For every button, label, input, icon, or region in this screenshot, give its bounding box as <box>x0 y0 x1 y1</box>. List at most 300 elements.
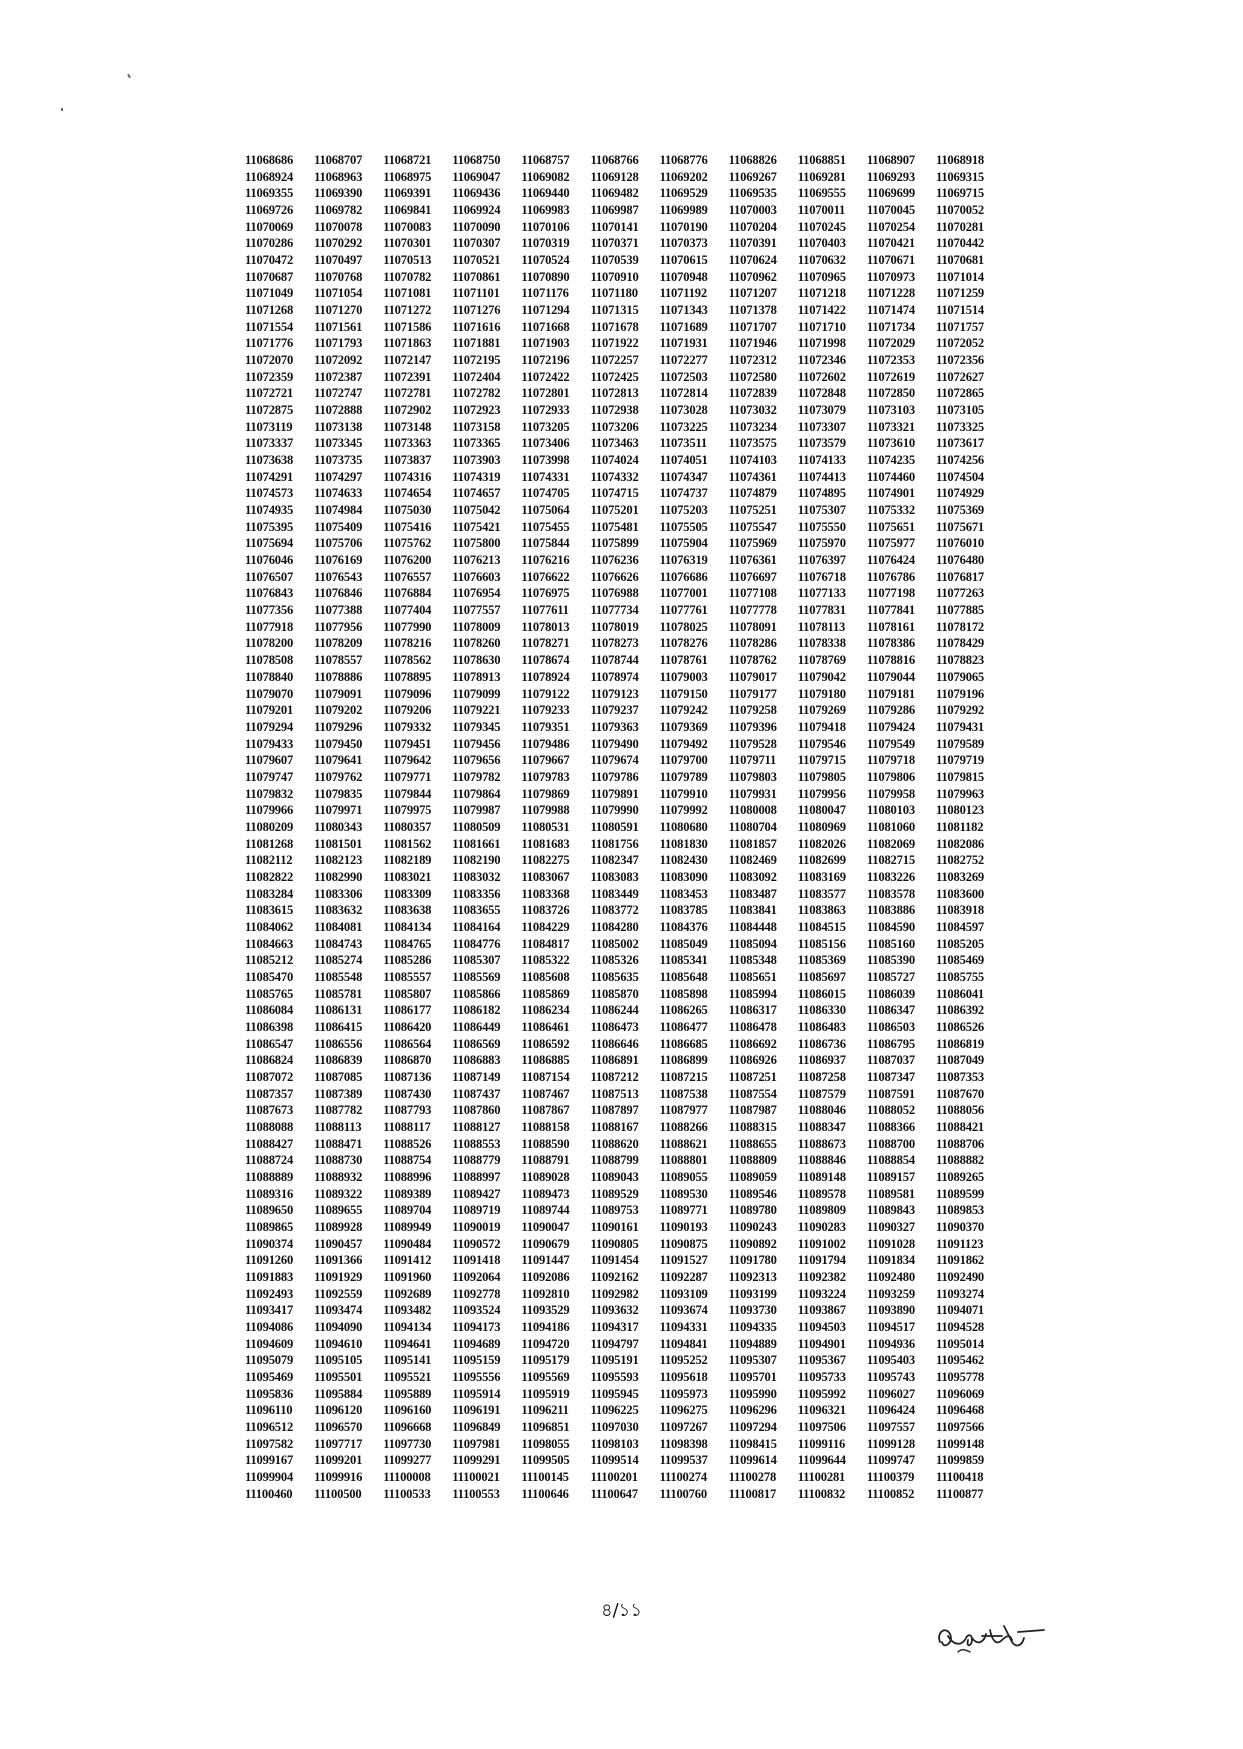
roll-number: 11068686 <box>245 153 294 167</box>
roll-number: 11087579 <box>797 1086 846 1101</box>
roll-number-grid <box>245 152 1005 1502</box>
table-row <box>245 419 1005 436</box>
roll-number: 11079528 <box>728 736 777 751</box>
roll-number: 11077001 <box>659 586 708 601</box>
roll-number: 11078260 <box>452 636 501 651</box>
roll-number: 11087977 <box>659 1103 708 1118</box>
roll-number: 11069082 <box>521 169 570 184</box>
roll-number: 11095919 <box>521 1386 570 1401</box>
roll-number: 11074705 <box>521 486 570 501</box>
roll-number: 11095990 <box>728 1386 777 1401</box>
table-row <box>245 952 1005 969</box>
roll-number: 11089028 <box>521 1169 570 1184</box>
roll-number: 11069715 <box>935 186 985 201</box>
roll-number: 11081182 <box>935 819 984 834</box>
roll-number: 11088882 <box>935 1153 985 1168</box>
roll-number: 11079294 <box>245 719 294 734</box>
roll-number: 11094134 <box>383 1320 432 1335</box>
roll-number: 11073579 <box>797 436 846 451</box>
table-row <box>245 302 1005 319</box>
roll-number: 11089148 <box>797 1169 846 1184</box>
roll-number: 11078895 <box>383 669 432 684</box>
table-row <box>245 485 1005 502</box>
roll-number: 11090161 <box>590 1220 639 1234</box>
roll-number: 11076988 <box>590 586 639 601</box>
roll-number: 11076424 <box>866 553 915 568</box>
roll-number: 11095191 <box>590 1353 639 1368</box>
roll-number: 11089599 <box>935 1186 985 1201</box>
roll-number: 11069128 <box>590 169 639 184</box>
table-row <box>245 1102 1005 1119</box>
roll-number: 11086885 <box>521 1053 570 1068</box>
roll-number: 11080047 <box>797 803 846 818</box>
roll-number: 11086692 <box>728 1036 777 1051</box>
roll-number: 11076603 <box>452 569 501 584</box>
roll-number: 11089853 <box>935 1203 985 1218</box>
roll-number: 11094689 <box>452 1336 501 1351</box>
roll-number: 11079269 <box>797 703 846 718</box>
roll-number: 11075762 <box>383 536 432 551</box>
roll-number: 11096296 <box>728 1403 777 1418</box>
roll-number: 11074347 <box>659 469 708 484</box>
roll-number: 11079963 <box>935 786 985 801</box>
roll-number: 11070472 <box>245 253 294 268</box>
roll-number: 11100553 <box>452 1486 500 1501</box>
roll-number: 11090327 <box>866 1220 915 1234</box>
roll-number: 11070632 <box>797 253 846 268</box>
roll-number: 11090374 <box>245 1236 294 1251</box>
roll-number: 11083632 <box>314 903 363 918</box>
roll-number: 11085870 <box>590 986 639 1001</box>
roll-number: 11079700 <box>659 753 708 768</box>
roll-number: 11079747 <box>245 769 294 784</box>
roll-number: 11071343 <box>659 303 708 318</box>
roll-number: 11100646 <box>521 1486 569 1501</box>
roll-number: 11074935 <box>245 503 294 518</box>
roll-number: 11079042 <box>797 669 846 684</box>
roll-number: 11083284 <box>245 886 294 901</box>
table-row <box>245 1269 1005 1286</box>
roll-number: 11079065 <box>935 669 985 684</box>
roll-number: 11069699 <box>866 186 915 201</box>
roll-number: 11079549 <box>866 736 915 751</box>
roll-number: 11089650 <box>245 1203 294 1218</box>
roll-number: 11070521 <box>452 253 501 268</box>
roll-number: 11075547 <box>728 519 777 534</box>
roll-number: 11071176 <box>521 286 569 301</box>
roll-number: 11077356 <box>245 603 294 618</box>
roll-number: 11073138 <box>314 419 363 434</box>
roll-number: 11088113 <box>314 1119 362 1134</box>
roll-number: 11085807 <box>383 986 432 1001</box>
table-row <box>245 252 1005 269</box>
roll-number: 11091794 <box>797 1253 846 1268</box>
roll-number: 11086685 <box>659 1036 708 1051</box>
roll-number: 11085326 <box>590 953 639 968</box>
signature <box>932 1612 1052 1662</box>
roll-number: 11068851 <box>797 153 846 167</box>
table-row <box>245 1119 1005 1136</box>
roll-number: 11082699 <box>797 853 846 868</box>
table-row <box>245 469 1005 486</box>
roll-number: 11083655 <box>452 903 501 918</box>
roll-number: 11096120 <box>314 1403 363 1418</box>
roll-number: 11071616 <box>452 319 501 334</box>
roll-number: 11079180 <box>797 686 846 701</box>
roll-number: 11075844 <box>521 536 570 551</box>
table-row <box>245 435 1005 452</box>
roll-number: 11085002 <box>590 936 639 951</box>
roll-number: 11074319 <box>452 469 501 484</box>
roll-number: 11094503 <box>797 1320 846 1335</box>
roll-number: 11083453 <box>659 886 708 901</box>
roll-number: 11091412 <box>383 1253 432 1268</box>
roll-number: 11086449 <box>452 1019 501 1034</box>
roll-number: 11074460 <box>866 469 915 484</box>
roll-number: 11097717 <box>314 1436 363 1451</box>
table-row <box>245 402 1005 419</box>
roll-number: 11075395 <box>245 519 294 534</box>
roll-number: 11082990 <box>314 869 363 884</box>
roll-number: 11098398 <box>659 1436 708 1451</box>
roll-number: 11095914 <box>452 1386 501 1401</box>
roll-number: 11083309 <box>383 886 432 901</box>
roll-number: 11080969 <box>797 819 846 834</box>
roll-number: 11071931 <box>659 336 708 351</box>
roll-number: 11089655 <box>314 1203 363 1218</box>
roll-number: 11084134 <box>383 919 432 934</box>
roll-number: 11070245 <box>797 219 846 234</box>
roll-number: 11073028 <box>659 403 708 418</box>
roll-number: 11086473 <box>590 1019 639 1034</box>
roll-number: 11078273 <box>590 636 639 651</box>
roll-number: 11071378 <box>728 303 777 318</box>
roll-number: 11079099 <box>452 686 501 701</box>
roll-number: 11079782 <box>452 769 501 784</box>
roll-number: 11095105 <box>314 1353 363 1368</box>
roll-number: 11083449 <box>590 886 639 901</box>
roll-number: 11089529 <box>590 1186 639 1201</box>
roll-number: 11082189 <box>383 853 432 868</box>
roll-number: 11077404 <box>383 603 432 618</box>
roll-number: 11088799 <box>590 1153 639 1168</box>
table-row <box>245 1186 1005 1203</box>
roll-number: 11079806 <box>866 769 915 784</box>
roll-number: 11099916 <box>314 1470 363 1485</box>
roll-number: 11079332 <box>383 719 432 734</box>
roll-number: 11088052 <box>866 1103 915 1118</box>
roll-number: 11075042 <box>452 503 501 518</box>
roll-number: 11075904 <box>659 536 708 551</box>
roll-number: 11075970 <box>797 536 846 551</box>
roll-number: 11095778 <box>935 1370 985 1385</box>
roll-number: 11072422 <box>521 369 570 384</box>
roll-number: 11094335 <box>728 1320 777 1335</box>
roll-number: 11087251 <box>728 1069 777 1084</box>
roll-number: 11097981 <box>452 1436 501 1451</box>
roll-number: 11079206 <box>383 703 432 718</box>
roll-number: 11092162 <box>590 1270 639 1285</box>
roll-number: 11091260 <box>245 1253 294 1268</box>
roll-number: 11100852 <box>866 1486 915 1501</box>
roll-number: 11088779 <box>452 1153 501 1168</box>
roll-number: 11096160 <box>383 1403 432 1418</box>
table-row <box>245 185 1005 202</box>
roll-number: 11096321 <box>797 1403 846 1418</box>
roll-number: 11093417 <box>245 1303 294 1318</box>
roll-number: 11076626 <box>590 569 639 584</box>
roll-number: 11070948 <box>659 269 708 284</box>
roll-number: 11070768 <box>314 269 363 284</box>
roll-number: 11070003 <box>728 203 777 218</box>
roll-number: 11083615 <box>245 903 294 918</box>
roll-number: 11093674 <box>659 1303 708 1318</box>
roll-number: 11073735 <box>314 453 363 468</box>
roll-number: 11079589 <box>935 736 985 751</box>
roll-number: 11096468 <box>935 1403 985 1418</box>
roll-number: 11075369 <box>935 503 985 518</box>
roll-number: 11087072 <box>245 1069 294 1084</box>
roll-number: 11095945 <box>590 1386 639 1401</box>
roll-number: 11079607 <box>245 753 294 768</box>
roll-number: 11076846 <box>314 586 363 601</box>
roll-number: 11074654 <box>383 486 432 501</box>
roll-number: 11080531 <box>521 819 570 834</box>
roll-number: 11082190 <box>452 853 501 868</box>
roll-number: 11073837 <box>383 453 432 468</box>
roll-number: 11079988 <box>521 803 570 818</box>
roll-number: 11076213 <box>452 553 501 568</box>
roll-number: 11077885 <box>935 603 985 618</box>
roll-number: 11085049 <box>659 936 708 951</box>
roll-number: 11085608 <box>521 969 570 984</box>
roll-number: 11079805 <box>797 769 846 784</box>
roll-number: 11089055 <box>659 1169 708 1184</box>
roll-number: 11087353 <box>935 1069 985 1084</box>
roll-number: 11088997 <box>452 1169 501 1184</box>
table-row <box>245 1219 1005 1236</box>
roll-number: 11079122 <box>521 686 570 701</box>
roll-number: 11100379 <box>866 1470 915 1485</box>
roll-number: 11097030 <box>590 1420 639 1435</box>
roll-number: 11079492 <box>659 736 708 751</box>
roll-number: 11069355 <box>245 186 294 201</box>
roll-number: 11072627 <box>935 369 985 384</box>
roll-number: 11081661 <box>452 836 501 851</box>
roll-number: 11082069 <box>866 836 915 851</box>
roll-number: 11070910 <box>590 269 639 284</box>
roll-number: 11079396 <box>728 719 777 734</box>
table-row <box>245 686 1005 703</box>
roll-number: 11071757 <box>935 319 985 334</box>
roll-number: 11089322 <box>314 1186 363 1201</box>
roll-number: 11085755 <box>935 969 985 984</box>
roll-number: 11095973 <box>659 1386 708 1401</box>
roll-number: 11100817 <box>728 1486 777 1501</box>
roll-number: 11099514 <box>590 1453 639 1468</box>
roll-number: 11086317 <box>728 1003 777 1018</box>
roll-number: 11072923 <box>452 403 501 418</box>
roll-number: 11071054 <box>314 286 363 301</box>
roll-number: 11070307 <box>452 236 501 251</box>
roll-number: 11071707 <box>728 319 777 334</box>
roll-number: 11069983 <box>521 203 570 218</box>
roll-number: 11070106 <box>521 219 570 234</box>
roll-number: 11085307 <box>452 953 501 968</box>
roll-number: 11085470 <box>245 969 294 984</box>
roll-number: 11087538 <box>659 1086 708 1101</box>
roll-number: 11079017 <box>728 669 777 684</box>
roll-number: 11075064 <box>521 503 570 518</box>
roll-number: 11075550 <box>797 519 846 534</box>
roll-number: 11079369 <box>659 719 708 734</box>
roll-number: 11094641 <box>383 1336 432 1351</box>
roll-number: 11085205 <box>935 936 985 951</box>
roll-number: 11092313 <box>728 1270 777 1285</box>
roll-number: 11075416 <box>383 519 432 534</box>
roll-number: 11078216 <box>383 636 432 651</box>
roll-number: 11084376 <box>659 919 708 934</box>
roll-number: 11098415 <box>728 1436 777 1451</box>
roll-number: 11085369 <box>797 953 846 968</box>
roll-number: 11092810 <box>521 1286 570 1301</box>
roll-number: 11100278 <box>728 1470 777 1485</box>
roll-number: 11075481 <box>590 519 639 534</box>
roll-number: 11086891 <box>590 1053 639 1068</box>
roll-number: 11074657 <box>452 486 501 501</box>
roll-number: 11073325 <box>935 419 985 434</box>
roll-number: 11075455 <box>521 519 570 534</box>
table-row <box>245 919 1005 936</box>
table-row <box>245 786 1005 803</box>
roll-number: 11078823 <box>935 653 985 668</box>
roll-number: 11090572 <box>452 1236 501 1251</box>
roll-number: 11092982 <box>590 1286 639 1301</box>
roll-number: 11089771 <box>659 1203 708 1218</box>
roll-number: 11100647 <box>590 1486 638 1501</box>
roll-number: 11094517 <box>866 1320 915 1335</box>
roll-number: 11083269 <box>935 869 985 884</box>
roll-number: 11071881 <box>452 336 501 351</box>
roll-number: 11070403 <box>797 236 846 251</box>
roll-number: 11099859 <box>935 1453 985 1468</box>
roll-number: 11079091 <box>314 686 363 701</box>
roll-number: 11088754 <box>383 1153 432 1168</box>
roll-number: 11089809 <box>797 1203 846 1218</box>
roll-number: 11091454 <box>590 1253 639 1268</box>
roll-number: 11089059 <box>728 1169 777 1184</box>
roll-number: 11070497 <box>314 253 363 268</box>
roll-number: 11078013 <box>521 619 570 634</box>
roll-number: 11099116 <box>797 1436 846 1451</box>
roll-number: 11093224 <box>797 1286 846 1301</box>
roll-number: 11099904 <box>245 1470 294 1485</box>
roll-number: 11090679 <box>521 1236 570 1251</box>
roll-number: 11086483 <box>797 1019 846 1034</box>
roll-number: 11072839 <box>728 386 777 401</box>
roll-number: 11100274 <box>659 1470 707 1485</box>
roll-number: 11099747 <box>866 1453 915 1468</box>
roll-number: 11089473 <box>521 1186 570 1201</box>
roll-number: 11079201 <box>245 703 294 718</box>
roll-number: 11091123 <box>935 1236 984 1251</box>
roll-number: 11071270 <box>314 303 363 318</box>
roll-number: 11068707 <box>314 153 363 167</box>
roll-number: 11088791 <box>521 1153 570 1168</box>
roll-number: 11086347 <box>866 1003 915 1018</box>
roll-number: 11087154 <box>521 1069 570 1084</box>
roll-number: 11069555 <box>797 186 846 201</box>
roll-number: 11096851 <box>521 1420 570 1435</box>
roll-number: 11075251 <box>728 503 777 518</box>
roll-number: 11071586 <box>383 319 432 334</box>
roll-number: 11088471 <box>314 1136 363 1151</box>
roll-number: 11082752 <box>935 853 985 868</box>
roll-number: 11084448 <box>728 919 777 934</box>
roll-number: 11073225 <box>659 419 708 434</box>
roll-number: 11083726 <box>521 903 570 918</box>
roll-number: 11079641 <box>314 753 363 768</box>
roll-number: 11084515 <box>797 919 846 934</box>
roll-number: 11095141 <box>383 1353 432 1368</box>
roll-number: 11071294 <box>521 303 570 318</box>
roll-number: 11071710 <box>797 319 846 334</box>
roll-number: 11087793 <box>383 1103 432 1118</box>
roll-number: 11079202 <box>314 703 363 718</box>
roll-number: 11076718 <box>797 569 846 584</box>
roll-number: 11069529 <box>659 186 708 201</box>
roll-number: 11078630 <box>452 653 501 668</box>
roll-number: 11075977 <box>866 536 915 551</box>
roll-number: 11084597 <box>935 919 985 934</box>
roll-number: 11079286 <box>866 703 915 718</box>
roll-number: 11068975 <box>383 169 432 184</box>
roll-number: 11077108 <box>728 586 777 601</box>
roll-number: 11078009 <box>452 619 501 634</box>
roll-number: 11088553 <box>452 1136 501 1151</box>
table-row <box>245 1302 1005 1319</box>
table-row <box>245 1169 1005 1186</box>
roll-number: 11075030 <box>383 503 432 518</box>
roll-number: 11088932 <box>314 1169 363 1184</box>
roll-number: 11074901 <box>866 486 915 501</box>
table-row <box>245 819 1005 836</box>
roll-number: 11093482 <box>383 1303 432 1318</box>
roll-number: 11083032 <box>452 869 501 884</box>
roll-number: 11094331 <box>659 1320 708 1335</box>
roll-number: 11071668 <box>521 319 570 334</box>
roll-number: 11072602 <box>797 369 846 384</box>
roll-number: 11099167 <box>245 1453 294 1468</box>
roll-number: 11087212 <box>590 1069 639 1084</box>
roll-number: 11076010 <box>935 536 985 551</box>
roll-number: 11092490 <box>935 1270 985 1285</box>
roll-number: 11088996 <box>383 1169 432 1184</box>
roll-number: 11072865 <box>935 386 985 401</box>
roll-number: 11081830 <box>659 836 708 851</box>
roll-number: 11070011 <box>797 203 846 218</box>
roll-number: 11095079 <box>245 1353 294 1368</box>
roll-number: 11095836 <box>245 1386 294 1401</box>
roll-number: 11088427 <box>245 1136 294 1151</box>
table-row <box>245 1419 1005 1436</box>
roll-number: 11068766 <box>590 153 639 167</box>
roll-number: 11079123 <box>590 686 639 701</box>
roll-number: 11090805 <box>590 1236 639 1251</box>
roll-number: 11086415 <box>314 1019 363 1034</box>
roll-number: 11088421 <box>935 1119 985 1134</box>
roll-number: 11088315 <box>728 1119 777 1134</box>
